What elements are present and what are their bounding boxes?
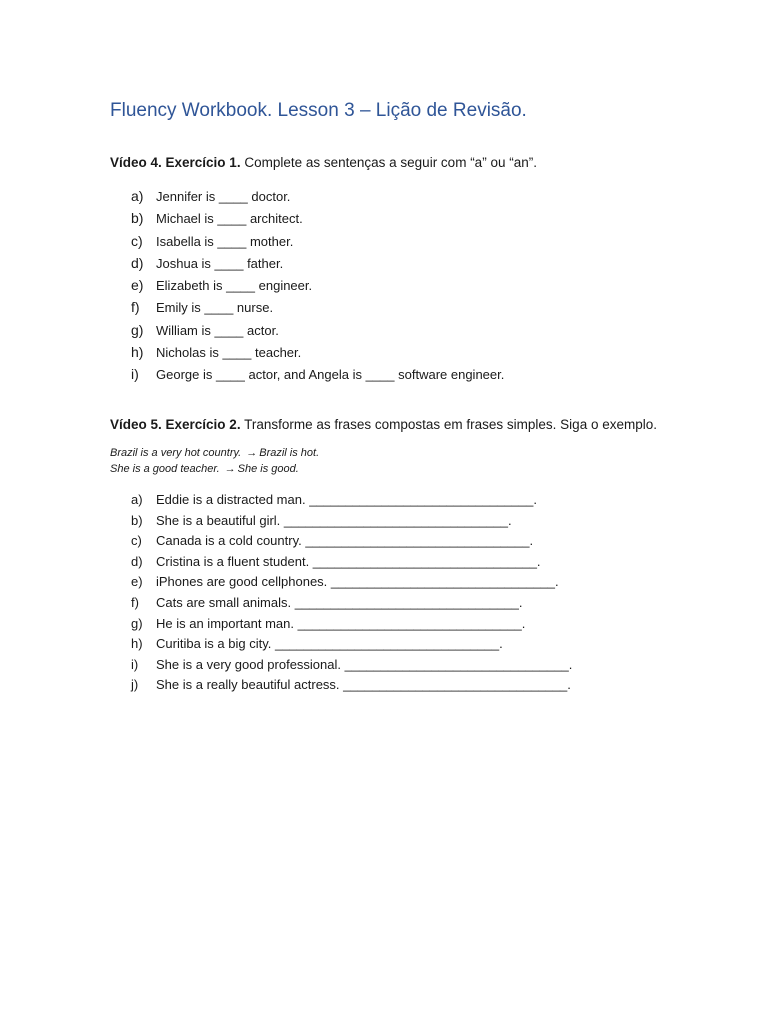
item-text: Curitiba is a big city. _______________________________. xyxy=(156,636,503,652)
exercise-1-item-f xyxy=(131,296,504,318)
exercise-2-item-j xyxy=(131,675,572,696)
exercise-1-heading-bold: Vídeo 4. Exercício 1. xyxy=(110,155,241,170)
list-marker: f) xyxy=(131,594,139,610)
exercise-2-item-e xyxy=(131,572,572,593)
list-marker: h) xyxy=(131,344,144,361)
item-text: Jennifer is ____ doctor. xyxy=(156,189,291,204)
list-marker: d) xyxy=(131,553,143,569)
item-text: Cats are small animals. _______________________________. xyxy=(156,594,523,610)
exercise-1-item-h xyxy=(131,341,504,363)
item-text: Emily is ____ nurse. xyxy=(156,300,274,316)
item-text: She is a beautiful girl. _______________________________. xyxy=(156,512,512,528)
exercise-1-item-g xyxy=(131,319,504,341)
list-marker: a) xyxy=(131,492,143,507)
exercise-1-item-a xyxy=(131,185,504,207)
item-text: William is ____ actor. xyxy=(156,322,279,338)
exercise-2-heading-text: Transforme as frases compostas em frases simples. Siga o exemplo. xyxy=(240,417,657,432)
item-text: Joshua is ____ father. xyxy=(156,255,284,271)
exercise-2-item-c xyxy=(131,531,572,552)
exercise-2-heading xyxy=(110,417,657,432)
list-marker: e) xyxy=(131,277,144,294)
list-marker: a) xyxy=(131,188,144,204)
exercise-2-examples xyxy=(110,446,319,477)
list-marker: c) xyxy=(131,533,142,549)
exercise-1-list xyxy=(131,185,504,386)
item-text: She is a really beautiful actress. _______________________________. xyxy=(156,677,571,693)
arrow-right-icon: → xyxy=(224,462,236,475)
arrow-right-icon: → xyxy=(246,447,258,459)
item-text: George is ____ actor, and Angela is ____ software engineer. xyxy=(156,367,505,383)
item-text: Isabella is ____ mother. xyxy=(156,233,294,249)
exercise-2-item-i xyxy=(131,655,572,676)
list-marker: e) xyxy=(131,574,143,590)
item-text: iPhones are good cellphones. _______________________________. xyxy=(156,574,559,590)
exercise-1-heading-text: Complete as sentenças a seguir com “a” ou “an”. xyxy=(240,155,537,170)
exercise-2-heading-bold: Vídeo 5. Exercício 2. xyxy=(110,417,241,432)
list-marker: d) xyxy=(131,254,144,271)
exercise-2-item-f xyxy=(131,593,572,614)
list-marker: b) xyxy=(131,210,144,227)
example-source: She is a good teacher. xyxy=(110,462,220,475)
example-result: Brazil is hot. xyxy=(259,447,320,459)
document-title: Fluency Workbook. Lesson 3 – Lição de Revisão. xyxy=(110,100,527,121)
list-marker: b) xyxy=(131,512,143,528)
list-marker: h) xyxy=(131,636,143,652)
exercise-1-item-e xyxy=(131,274,504,296)
item-text: Eddie is a distracted man. _______________________________. xyxy=(156,492,537,507)
exercise-1-item-d xyxy=(131,252,504,274)
item-text: Cristina is a fluent student. _______________________________. xyxy=(156,553,541,569)
list-marker: g) xyxy=(131,321,144,338)
example-line xyxy=(110,446,319,462)
exercise-1-heading xyxy=(110,155,537,170)
example-line xyxy=(110,462,319,478)
item-text: Canada is a cold country. _______________________________. xyxy=(156,533,534,549)
list-marker: c) xyxy=(131,232,143,249)
list-marker: f) xyxy=(131,299,140,316)
list-marker: i) xyxy=(131,656,139,672)
exercise-1-item-c xyxy=(131,230,504,252)
exercise-2-item-h xyxy=(131,634,572,655)
exercise-2-item-d xyxy=(131,552,572,573)
exercise-2-list xyxy=(131,490,572,696)
item-text: She is a very good professional. _______________________________. xyxy=(156,656,573,672)
exercise-2-item-a xyxy=(131,490,572,511)
exercise-1-item-i xyxy=(131,363,504,385)
item-text: Elizabeth is ____ engineer. xyxy=(156,278,313,294)
item-text: Michael is ____ architect. xyxy=(156,211,303,227)
exercise-2-item-g xyxy=(131,614,572,635)
item-text: He is an important man. _______________________________. xyxy=(156,615,526,631)
exercise-2-item-b xyxy=(131,511,572,532)
list-marker: i) xyxy=(131,366,139,383)
exercise-1-item-b xyxy=(131,207,504,229)
item-text: Nicholas is ____ teacher. xyxy=(156,345,302,361)
list-marker: g) xyxy=(131,615,143,631)
example-source: Brazil is a very hot country. xyxy=(110,447,242,459)
example-result: She is good. xyxy=(237,462,299,475)
list-marker: j) xyxy=(131,677,139,693)
